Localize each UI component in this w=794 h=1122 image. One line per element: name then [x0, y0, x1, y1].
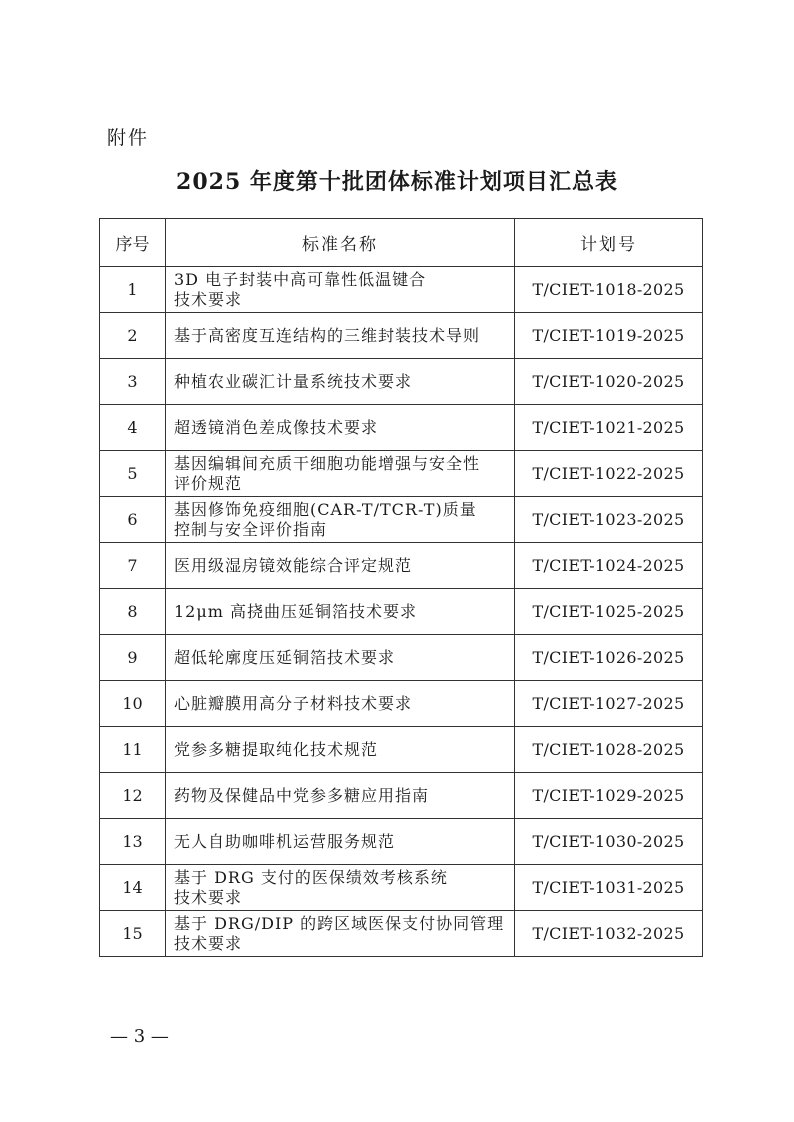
table-row	[100, 405, 703, 451]
table-header-row	[100, 219, 703, 267]
standard-name: 党参多糖提取纯化技术规范	[166, 727, 515, 773]
row-number: 8	[100, 589, 166, 635]
row-number: 2	[100, 313, 166, 359]
standard-name: 心脏瓣膜用高分子材料技术要求	[166, 681, 515, 727]
table-row	[100, 773, 703, 819]
table-row	[100, 681, 703, 727]
plan-code: T/CIET-1026-2025	[515, 635, 703, 681]
header-code: 计划号	[515, 219, 703, 267]
plan-code: T/CIET-1023-2025	[515, 497, 703, 543]
plan-code: T/CIET-1032-2025	[515, 911, 703, 957]
table-row	[100, 267, 703, 313]
page-number: — 3 —	[110, 1026, 169, 1047]
standard-name: 药物及保健品中党参多糖应用指南	[166, 773, 515, 819]
table-row	[100, 865, 703, 911]
table-row	[100, 359, 703, 405]
row-number: 4	[100, 405, 166, 451]
attachment-label: 附件	[107, 127, 150, 149]
standard-name: 3D 电子封装中高可靠性低温键合 技术要求	[166, 267, 515, 313]
row-number: 11	[100, 727, 166, 773]
plan-code: T/CIET-1022-2025	[515, 451, 703, 497]
plan-code: T/CIET-1031-2025	[515, 865, 703, 911]
standard-name: 基于高密度互连结构的三维封装技术导则	[166, 313, 515, 359]
table-row	[100, 819, 703, 865]
standards-table	[99, 218, 703, 957]
plan-code: T/CIET-1030-2025	[515, 819, 703, 865]
row-number: 10	[100, 681, 166, 727]
plan-code: T/CIET-1028-2025	[515, 727, 703, 773]
row-number: 12	[100, 773, 166, 819]
row-number: 6	[100, 497, 166, 543]
row-number: 13	[100, 819, 166, 865]
table-row	[100, 727, 703, 773]
row-number: 5	[100, 451, 166, 497]
standard-name: 种植农业碳汇计量系统技术要求	[166, 359, 515, 405]
table-row	[100, 451, 703, 497]
header-no: 序号	[100, 219, 166, 267]
standard-name: 超透镜消色差成像技术要求	[166, 405, 515, 451]
row-number: 14	[100, 865, 166, 911]
standard-name: 无人自助咖啡机运营服务规范	[166, 819, 515, 865]
plan-code: T/CIET-1029-2025	[515, 773, 703, 819]
row-number: 9	[100, 635, 166, 681]
row-number: 7	[100, 543, 166, 589]
plan-code: T/CIET-1020-2025	[515, 359, 703, 405]
row-number: 1	[100, 267, 166, 313]
standard-name: 基于 DRG 支付的医保绩效考核系统 技术要求	[166, 865, 515, 911]
plan-code: T/CIET-1019-2025	[515, 313, 703, 359]
standard-name: 基因修饰免疫细胞(CAR-T/TCR-T)质量 控制与安全评价指南	[166, 497, 515, 543]
plan-code: T/CIET-1025-2025	[515, 589, 703, 635]
table-row	[100, 497, 703, 543]
document-title: 2025 年度第十批团体标准计划项目汇总表	[176, 169, 618, 195]
table-row	[100, 313, 703, 359]
standard-name: 基于 DRG/DIP 的跨区域医保支付协同管理 技术要求	[166, 911, 515, 957]
standard-name: 基因编辑间充质干细胞功能增强与安全性 评价规范	[166, 451, 515, 497]
row-number: 15	[100, 911, 166, 957]
plan-code: T/CIET-1027-2025	[515, 681, 703, 727]
table-row	[100, 911, 703, 957]
standard-name: 超低轮廓度压延铜箔技术要求	[166, 635, 515, 681]
header-name: 标准名称	[166, 219, 515, 267]
row-number: 3	[100, 359, 166, 405]
table-row	[100, 543, 703, 589]
plan-code: T/CIET-1021-2025	[515, 405, 703, 451]
standard-name: 医用级湿房镜效能综合评定规范	[166, 543, 515, 589]
table-row	[100, 589, 703, 635]
table-row	[100, 635, 703, 681]
standard-name: 12μm 高挠曲压延铜箔技术要求	[166, 589, 515, 635]
plan-code: T/CIET-1024-2025	[515, 543, 703, 589]
plan-code: T/CIET-1018-2025	[515, 267, 703, 313]
